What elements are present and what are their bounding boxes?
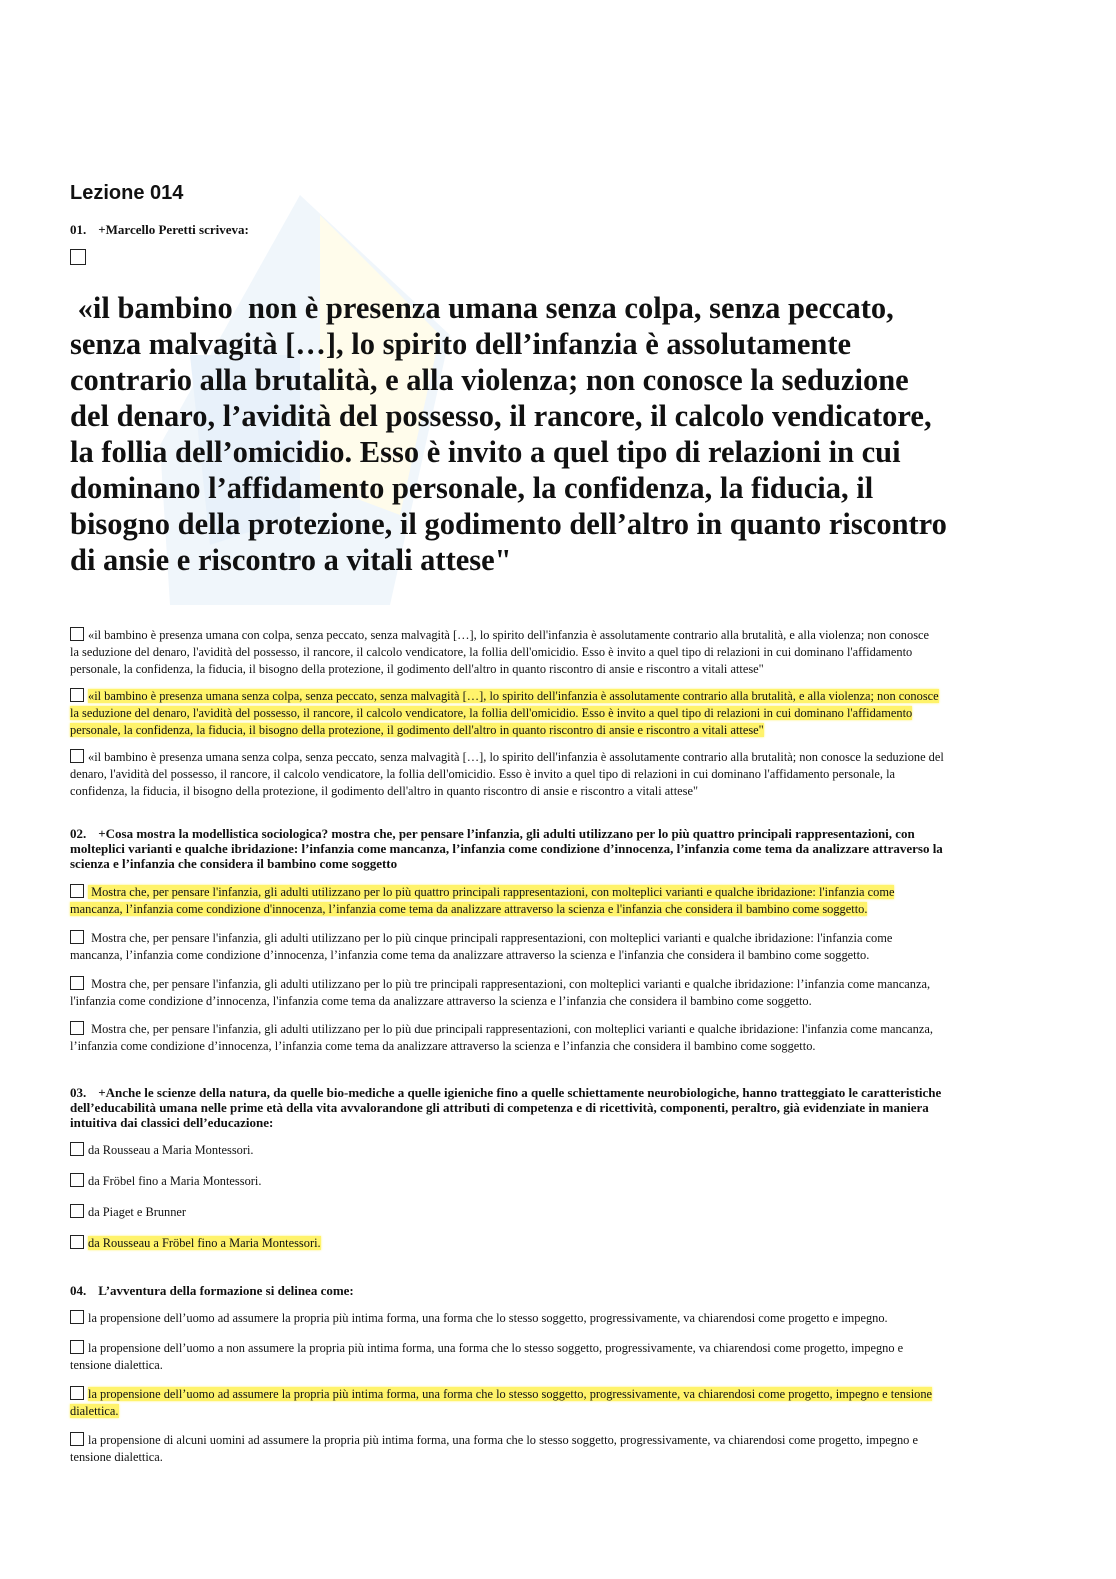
checkbox[interactable] xyxy=(70,1021,84,1035)
option-text: mancanza, l’infanzia come condizione d'innocenza, l’infanzia come tema da analizzare attraverso la scienza e l'infanzia che considera il bambino come soggetto. xyxy=(70,902,868,916)
option-text: la propensione di alcuni uomini ad assumere la propria più intima forma, una forma che lo stesso soggetto, progressivamente, va chiarendosi come progetto, impegno e xyxy=(88,1433,918,1447)
option-text: personale, la confidenza, la fiducia, il bisogno della protezione, il godimento dell'altro in quanto riscontro di ansie e riscontro a vitali attese" xyxy=(70,723,764,737)
option-text: mancanza, l’infanzia come condizione d’innocenza, l’infanzia come tema da analizzare attraverso la scienza e l'infanzia che considera il bambino come soggetto. xyxy=(70,948,870,962)
checkbox[interactable] xyxy=(70,976,84,990)
answer-option[interactable] xyxy=(70,1021,933,1055)
option-text: l’infanzia come condizione d’innocenza, l’infanzia come tema da analizzare attraverso la scienza e l’infanzia che considera il bambino come soggetto. xyxy=(70,1039,816,1053)
checkbox[interactable] xyxy=(70,1173,84,1187)
option-text: la propensione dell’uomo ad assumere la propria più intima forma, una forma che lo stesso soggetto, progressivamente, va chiarendosi come progetto e impegno. xyxy=(88,1311,888,1325)
question-01-heading xyxy=(70,222,249,237)
question-text: intuitiva dai classici dell’educazione: xyxy=(70,1115,274,1130)
option-text: tensione dialettica. xyxy=(70,1358,163,1372)
quote-line: di ansie e riscontro a vitali attese" xyxy=(70,543,512,577)
option-text: confidenza, la fiducia, il bisogno della protezione, il godimento dell'altro in quanto riscontro di ansie e riscontro a vitali attese" xyxy=(70,784,699,798)
option-text: «il bambino è presenza umana con colpa, senza peccato, senza malvagità […], lo spirito dell'infanzia è assolutamente contrario alla brutalità, e alla violenza; non conosce xyxy=(88,628,930,642)
checkbox[interactable] xyxy=(70,1432,84,1446)
question-text: +Cosa mostra la modellistica sociologica? mostra che, per pensare l’infanzia, gli adulti utilizzano per lo più quattro principali rappresentazioni, con xyxy=(98,826,915,841)
quote-line: senza malvagità […], lo spirito dell’infanzia è assolutamente xyxy=(70,327,852,361)
option-text: la seduzione del denaro, l'avidità del possesso, il rancore, il calcolo vendicatore, la follia dell'omicidio. Esso è invito a quel tipo di relazioni in cui dominano l'affidamento xyxy=(70,706,913,720)
checkbox[interactable] xyxy=(70,930,84,944)
question-number: 01. xyxy=(70,222,87,237)
option-text: denaro, l'avidità del possesso, il rancore, il calcolo vendicatore, la follia dell'omicidio. Esso è invito a quel tipo di relazioni in cui dominano l'affidamento personale, la xyxy=(70,767,896,781)
quote-line: del denaro, l’avidità del possesso, il rancore, il calcolo vendicatore, xyxy=(70,399,932,433)
quote-line: bisogno della protezione, il godimento dell’altro in quanto riscontro xyxy=(70,507,947,541)
answer-option-correct[interactable] xyxy=(70,1386,932,1420)
question-03-heading xyxy=(70,1085,941,1130)
answer-option[interactable] xyxy=(70,1204,186,1221)
question-text: scienza e l’infanzia che considera il bambino come soggetto xyxy=(70,856,398,871)
question-text: L’avventura della formazione si delinea come: xyxy=(98,1283,354,1298)
question-text: +Anche le scienze della natura, da quelle bio-mediche a quelle igieniche fino a quelle schiettamente neurobiologiche, hanno tratteggiato le caratteristiche xyxy=(98,1085,942,1100)
option-text: tensione dialettica. xyxy=(70,1450,163,1464)
question-02-heading xyxy=(70,826,943,871)
option-text: Mostra che, per pensare l'infanzia, gli adulti utilizzano per lo più quattro principali rappresentazioni, con molteplici varianti e qualche ibridazione: l'infanzia come xyxy=(88,885,895,899)
quote-line: la follia dell’omicidio. Esso è invito a quel tipo di relazioni in cui xyxy=(70,435,901,469)
checkbox[interactable] xyxy=(70,1386,84,1400)
option-text: la propensione dell’uomo a non assumere la propria più intima forma, una forma che lo stesso soggetto, progressivamente, va chiarendosi come progetto, impegno e xyxy=(88,1341,904,1355)
checkbox[interactable] xyxy=(70,688,84,702)
option-text: la seduzione del denaro, l'avidità del possesso, il rancore, il calcolo vendicatore, la follia dell'omicidio. Esso è invito a quel tipo di relazioni in cui dominano l'affidamento xyxy=(70,645,913,659)
checkbox[interactable] xyxy=(70,249,86,265)
option-text: da Piaget e Brunner xyxy=(88,1205,187,1219)
question-number: 02. xyxy=(70,826,87,841)
question-04-heading xyxy=(70,1283,354,1298)
option-text: «il bambino è presenza umana senza colpa, senza peccato, senza malvagità […], lo spirito dell'infanzia è assolutamente contrario alla brutalità, e alla violenza; non conosce xyxy=(88,689,939,703)
answer-option[interactable] xyxy=(70,1173,261,1190)
quote-line: «il bambino non è presenza umana senza colpa, senza peccato, xyxy=(70,291,894,325)
question-text: +Marcello Peretti scriveva: xyxy=(98,222,249,237)
quote-line: contrario alla brutalità, e alla violenza; non conosce la seduzione xyxy=(70,363,909,397)
option-text: «il bambino è presenza umana senza colpa, senza peccato, senza malvagità […], lo spirito dell'infanzia è assolutamente contrario alla brutalità; non conosce la seduzione del xyxy=(88,750,944,764)
quote-line: dominano l’affidamento personale, la confidenza, la fiducia, il xyxy=(70,471,874,505)
answer-option[interactable] xyxy=(70,1310,888,1327)
answer-option-correct[interactable] xyxy=(70,1235,321,1252)
question-text: molteplici varianti e qualche ibridazione: l’infanzia come mancanza, l’infanzia come condizione d’innocenza, l’infanzia come tema da analizzare attraverso la xyxy=(70,841,943,856)
question-number: 04. xyxy=(70,1283,87,1298)
checkbox[interactable] xyxy=(70,749,84,763)
checkbox[interactable] xyxy=(70,627,84,641)
checkbox[interactable] xyxy=(70,1310,84,1324)
lesson-title: Lezione 014 xyxy=(70,182,184,204)
checkbox[interactable] xyxy=(70,884,84,898)
answer-option[interactable] xyxy=(70,1142,254,1159)
option-text: personale, la confidenza, la fiducia, il bisogno della protezione, il godimento dell'altro in quanto riscontro di ansie e riscontro a vitali attese" xyxy=(70,662,764,676)
answer-option[interactable] xyxy=(70,930,892,964)
answer-option[interactable] xyxy=(70,1340,903,1374)
option-text: da Rousseau a Maria Montessori. xyxy=(88,1143,254,1157)
answer-option[interactable] xyxy=(70,627,929,678)
option-text: da Rousseau a Fröbel fino a Maria Montessori. xyxy=(88,1236,321,1250)
option-text: la propensione dell’uomo ad assumere la propria più intima forma, una forma che lo stesso soggetto, progressivamente, va chiarendosi come progetto, impegno e tensione xyxy=(88,1387,933,1401)
question-text: dell’educabilità umana nelle prime età della vita avvalorandone gli attributi di competenza e di ricettività, componenti, peraltro, già evidenziate in maniera xyxy=(70,1100,929,1115)
question-number: 03. xyxy=(70,1085,87,1100)
option-text: da Fröbel fino a Maria Montessori. xyxy=(88,1174,262,1188)
answer-option-correct[interactable] xyxy=(70,688,939,739)
quote-block xyxy=(70,290,947,578)
option-text: Mostra che, per pensare l'infanzia, gli adulti utilizzano per lo più tre principali rappresentazioni, con molteplici varianti e qualche ibridazione: l’infanzia come mancanza, xyxy=(88,977,931,991)
checkbox[interactable] xyxy=(70,1235,84,1249)
option-text: Mostra che, per pensare l'infanzia, gli adulti utilizzano per lo più due principali rappresentazioni, con molteplici varianti e qualche ibridazione: l'infanzia come mancanza, xyxy=(88,1022,933,1036)
answer-option-correct[interactable] xyxy=(70,884,894,918)
answer-option[interactable] xyxy=(70,1432,918,1466)
answer-option[interactable] xyxy=(70,976,930,1010)
option-text: Mostra che, per pensare l'infanzia, gli adulti utilizzano per lo più cinque principali rappresentazioni, con molteplici varianti e qualche ibridazione: l'infanzia come xyxy=(88,931,893,945)
option-text: dialettica. xyxy=(70,1404,119,1418)
option-text: l'infanzia come condizione d’innocenza, l'infanzia come tema da analizzare attraverso la scienza e l’infanzia che considera il bambino come soggetto. xyxy=(70,994,812,1008)
answer-option[interactable] xyxy=(70,749,944,800)
checkbox[interactable] xyxy=(70,1340,84,1354)
checkbox[interactable] xyxy=(70,1142,84,1156)
checkbox[interactable] xyxy=(70,1204,84,1218)
